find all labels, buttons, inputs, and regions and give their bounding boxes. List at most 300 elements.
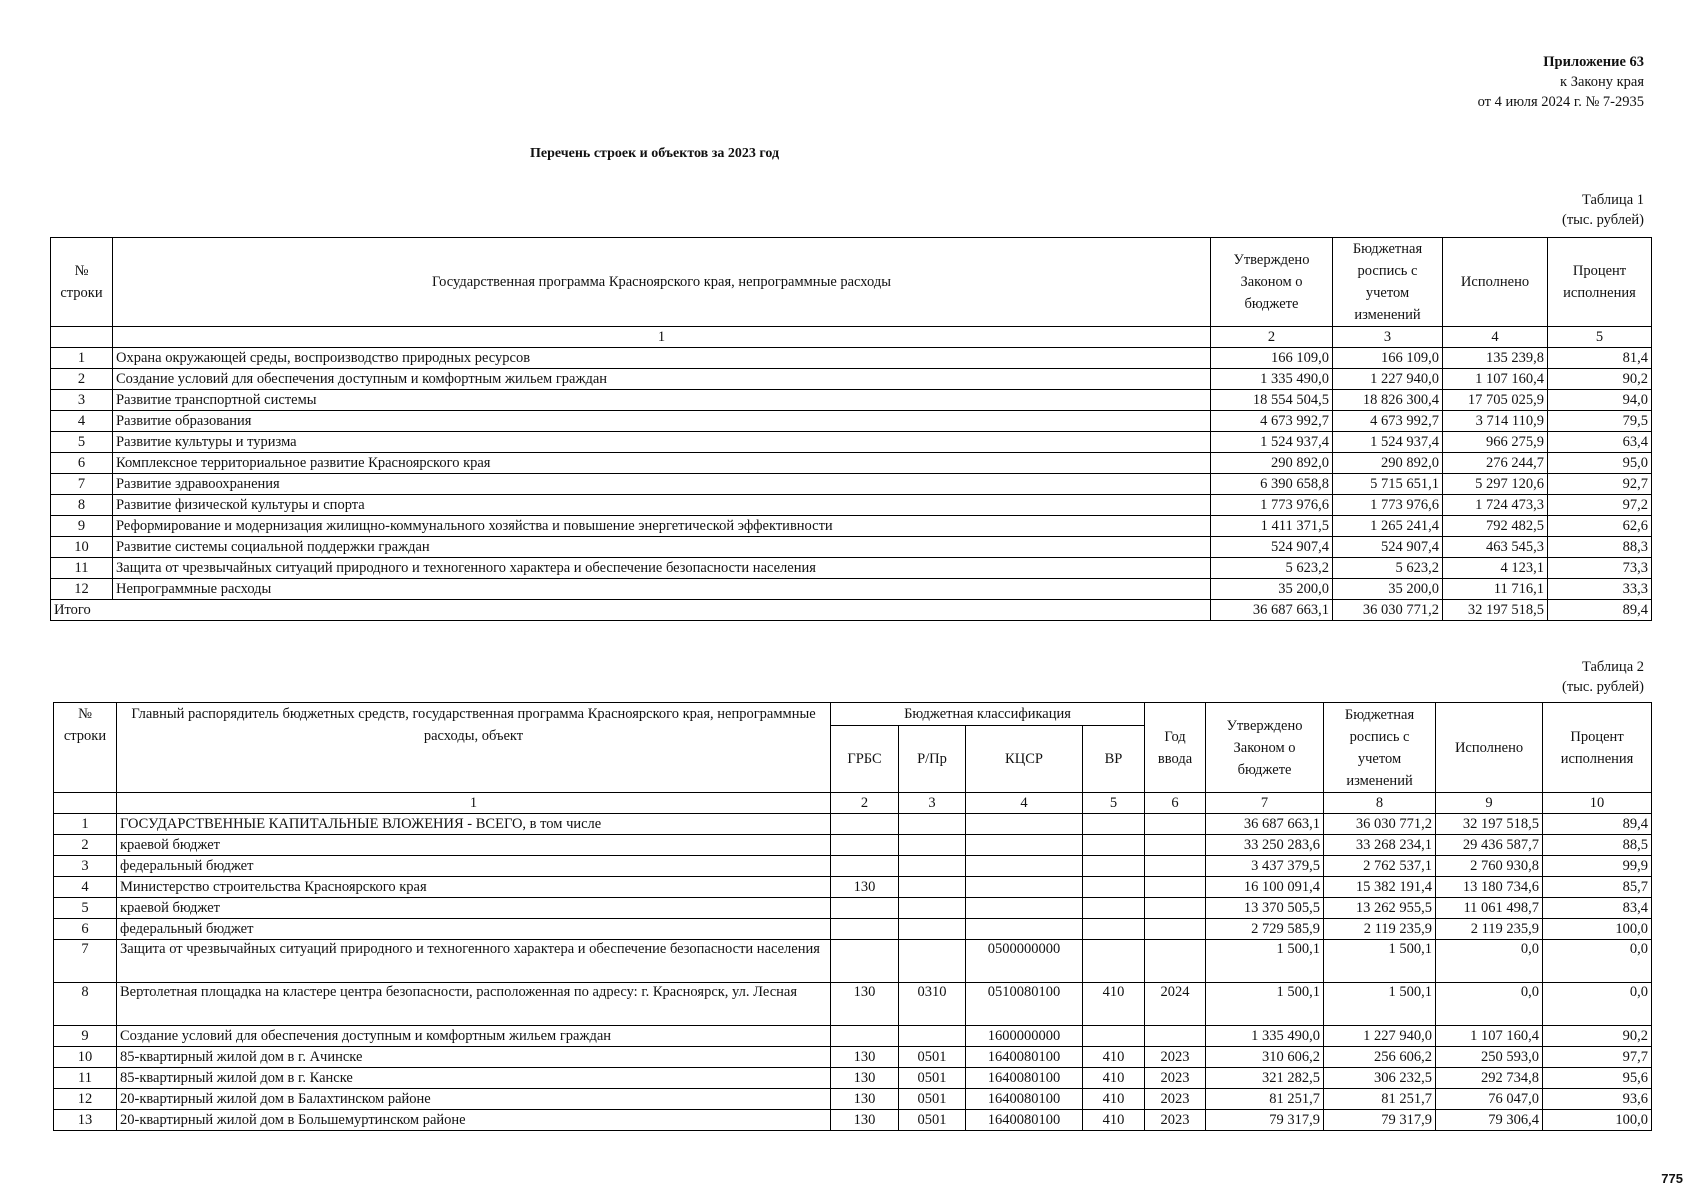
table1-row bbox=[51, 411, 1652, 432]
commission-year bbox=[1145, 1026, 1206, 1047]
row-number: 1 bbox=[51, 348, 113, 369]
executed-amount: 1 107 160,4 bbox=[1443, 369, 1548, 390]
object-name: 20-квартирный жилой дом в Большемуртинском районе bbox=[117, 1110, 831, 1131]
executed-amount: 0,0 bbox=[1436, 940, 1543, 983]
executed-amount: 966 275,9 bbox=[1443, 432, 1548, 453]
law-reference: к Закону края bbox=[1560, 74, 1644, 90]
approved-amount: 524 907,4 bbox=[1211, 537, 1333, 558]
budget-amount: 15 382 191,4 bbox=[1324, 877, 1436, 898]
object-name: 20-квартирный жилой дом в Балахтинском районе bbox=[117, 1089, 831, 1110]
kcsr-code: 1640080100 bbox=[966, 1110, 1083, 1131]
row-number: 11 bbox=[51, 558, 113, 579]
approved-amount: 1 773 976,6 bbox=[1211, 495, 1333, 516]
vr-code bbox=[1083, 814, 1145, 835]
executed-amount: 2 119 235,9 bbox=[1436, 919, 1543, 940]
table1-header-budget: Бюджетная роспись с учетом изменений bbox=[1333, 238, 1443, 327]
approved-amount: 6 390 658,8 bbox=[1211, 474, 1333, 495]
table1-header-name: Государственная программа Красноярского края, непрограммные расходы bbox=[113, 238, 1211, 327]
object-name: Вертолетная площадка на кластере центра безопасности, расположенная по адресу: г. Красноярск, ул. Лесная bbox=[117, 983, 831, 1026]
table1-row bbox=[51, 579, 1652, 600]
table2-body bbox=[54, 814, 1652, 1131]
grbs-code: 130 bbox=[831, 877, 899, 898]
row-number: 8 bbox=[51, 495, 113, 516]
grbs-code bbox=[831, 814, 899, 835]
object-name: краевой бюджет bbox=[117, 835, 831, 856]
row-number: 12 bbox=[51, 579, 113, 600]
budget-amount: 166 109,0 bbox=[1333, 348, 1443, 369]
row-number: 3 bbox=[54, 856, 117, 877]
table1-colnum: 2 bbox=[1211, 327, 1333, 348]
program-name: Реформирование и модернизация жилищно-коммунального хозяйства и повышение энергетической эффективности bbox=[113, 516, 1211, 537]
executed-amount: 17 705 025,9 bbox=[1443, 390, 1548, 411]
object-name: Защита от чрезвычайных ситуаций природного и техногенного характера и обеспечение безопасности населения bbox=[117, 940, 831, 983]
object-name: федеральный бюджет bbox=[117, 919, 831, 940]
table1-row bbox=[51, 537, 1652, 558]
approved-amount: 1 411 371,5 bbox=[1211, 516, 1333, 537]
row-number: 10 bbox=[51, 537, 113, 558]
execution-percent: 100,0 bbox=[1543, 919, 1652, 940]
table2-colnum-empty bbox=[54, 793, 117, 814]
table2-header-year: Год ввода bbox=[1145, 703, 1206, 793]
budget-amount: 33 268 234,1 bbox=[1324, 835, 1436, 856]
table2-header-executed: Исполнено bbox=[1436, 703, 1543, 793]
table1-colnum: 4 bbox=[1443, 327, 1548, 348]
approved-amount: 36 687 663,1 bbox=[1206, 814, 1324, 835]
rp-code bbox=[899, 940, 966, 983]
executed-amount: 11 716,1 bbox=[1443, 579, 1548, 600]
execution-percent: 73,3 bbox=[1548, 558, 1652, 579]
executed-amount: 79 306,4 bbox=[1436, 1110, 1543, 1131]
kcsr-code bbox=[966, 835, 1083, 856]
vr-code bbox=[1083, 835, 1145, 856]
rp-code bbox=[899, 919, 966, 940]
program-name: Развитие образования bbox=[113, 411, 1211, 432]
program-name: Охрана окружающей среды, воспроизводство природных ресурсов bbox=[113, 348, 1211, 369]
execution-percent: 88,5 bbox=[1543, 835, 1652, 856]
execution-percent: 94,0 bbox=[1548, 390, 1652, 411]
table2-colnum: 8 bbox=[1324, 793, 1436, 814]
commission-year: 2023 bbox=[1145, 1110, 1206, 1131]
rp-code bbox=[899, 856, 966, 877]
table2-colnum: 3 bbox=[899, 793, 966, 814]
table2-row bbox=[54, 898, 1652, 919]
kcsr-code bbox=[966, 877, 1083, 898]
vr-code bbox=[1083, 856, 1145, 877]
table2-header-rp: Р/Пр bbox=[899, 726, 966, 793]
approved-amount: 81 251,7 bbox=[1206, 1089, 1324, 1110]
table2-row bbox=[54, 814, 1652, 835]
executed-amount: 1 107 160,4 bbox=[1436, 1026, 1543, 1047]
approved-amount: 166 109,0 bbox=[1211, 348, 1333, 369]
table1-row bbox=[51, 348, 1652, 369]
program-name: Комплексное территориальное развитие Красноярского края bbox=[113, 453, 1211, 474]
grbs-code bbox=[831, 919, 899, 940]
execution-percent: 92,7 bbox=[1548, 474, 1652, 495]
execution-percent: 97,2 bbox=[1548, 495, 1652, 516]
object-name: краевой бюджет bbox=[117, 898, 831, 919]
program-name: Развитие физической культуры и спорта bbox=[113, 495, 1211, 516]
budget-amount: 290 892,0 bbox=[1333, 453, 1443, 474]
budget-amount: 1 524 937,4 bbox=[1333, 432, 1443, 453]
kcsr-code: 1600000000 bbox=[966, 1026, 1083, 1047]
approved-amount: 3 437 379,5 bbox=[1206, 856, 1324, 877]
kcsr-code bbox=[966, 919, 1083, 940]
table1-total-executed: 32 197 518,5 bbox=[1443, 600, 1548, 621]
execution-percent: 90,2 bbox=[1543, 1026, 1652, 1047]
approved-amount: 79 317,9 bbox=[1206, 1110, 1324, 1131]
executed-amount: 135 239,8 bbox=[1443, 348, 1548, 369]
row-number: 4 bbox=[51, 411, 113, 432]
execution-percent: 88,3 bbox=[1548, 537, 1652, 558]
rp-code: 0310 bbox=[899, 983, 966, 1026]
object-name: федеральный бюджет bbox=[117, 856, 831, 877]
execution-percent: 85,7 bbox=[1543, 877, 1652, 898]
execution-percent: 89,4 bbox=[1543, 814, 1652, 835]
rp-code bbox=[899, 1026, 966, 1047]
table1 bbox=[50, 237, 1652, 621]
rp-code bbox=[899, 877, 966, 898]
table2-row bbox=[54, 919, 1652, 940]
executed-amount: 292 734,8 bbox=[1436, 1068, 1543, 1089]
execution-percent: 95,0 bbox=[1548, 453, 1652, 474]
row-number: 13 bbox=[54, 1110, 117, 1131]
grbs-code: 130 bbox=[831, 1110, 899, 1131]
budget-amount: 18 826 300,4 bbox=[1333, 390, 1443, 411]
rp-code bbox=[899, 898, 966, 919]
table2-colnum: 9 bbox=[1436, 793, 1543, 814]
table2-units: (тыс. рублей) bbox=[1562, 679, 1644, 695]
vr-code: 410 bbox=[1083, 983, 1145, 1026]
table2-header-num: № строки bbox=[54, 703, 117, 793]
executed-amount: 276 244,7 bbox=[1443, 453, 1548, 474]
table1-row bbox=[51, 390, 1652, 411]
kcsr-code: 0500000000 bbox=[966, 940, 1083, 983]
table2-colnum: 10 bbox=[1543, 793, 1652, 814]
program-name: Развитие культуры и туризма bbox=[113, 432, 1211, 453]
table1-colnum: 5 bbox=[1548, 327, 1652, 348]
table2-row bbox=[54, 1026, 1652, 1047]
table2-row bbox=[54, 856, 1652, 877]
execution-percent: 81,4 bbox=[1548, 348, 1652, 369]
row-number: 5 bbox=[51, 432, 113, 453]
execution-percent: 90,2 bbox=[1548, 369, 1652, 390]
grbs-code: 130 bbox=[831, 983, 899, 1026]
object-name: 85-квартирный жилой дом в г. Ачинске bbox=[117, 1047, 831, 1068]
table1-header-executed: Исполнено bbox=[1443, 238, 1548, 327]
row-number: 4 bbox=[54, 877, 117, 898]
executed-amount: 250 593,0 bbox=[1436, 1047, 1543, 1068]
approved-amount: 1 524 937,4 bbox=[1211, 432, 1333, 453]
vr-code bbox=[1083, 940, 1145, 983]
executed-amount: 463 545,3 bbox=[1443, 537, 1548, 558]
commission-year bbox=[1145, 835, 1206, 856]
execution-percent: 93,6 bbox=[1543, 1089, 1652, 1110]
commission-year: 2023 bbox=[1145, 1089, 1206, 1110]
table2-header-row-1 bbox=[54, 703, 1652, 726]
budget-amount: 1 500,1 bbox=[1324, 940, 1436, 983]
program-name: Непрограммные расходы bbox=[113, 579, 1211, 600]
budget-amount: 524 907,4 bbox=[1333, 537, 1443, 558]
table2-colnum: 2 bbox=[831, 793, 899, 814]
table1-colnum: 3 bbox=[1333, 327, 1443, 348]
row-number: 9 bbox=[51, 516, 113, 537]
approved-amount: 18 554 504,5 bbox=[1211, 390, 1333, 411]
row-number: 12 bbox=[54, 1089, 117, 1110]
table1-row bbox=[51, 558, 1652, 579]
executed-amount: 3 714 110,9 bbox=[1443, 411, 1548, 432]
executed-amount: 76 047,0 bbox=[1436, 1089, 1543, 1110]
vr-code: 410 bbox=[1083, 1068, 1145, 1089]
table2-row bbox=[54, 835, 1652, 856]
approved-amount: 13 370 505,5 bbox=[1206, 898, 1324, 919]
table1-total-row bbox=[51, 600, 1652, 621]
budget-amount: 2 762 537,1 bbox=[1324, 856, 1436, 877]
object-name: 85-квартирный жилой дом в г. Канске bbox=[117, 1068, 831, 1089]
table2-colnum: 6 bbox=[1145, 793, 1206, 814]
budget-amount: 35 200,0 bbox=[1333, 579, 1443, 600]
table2-header-vr: ВР bbox=[1083, 726, 1145, 793]
table1-total-approved: 36 687 663,1 bbox=[1211, 600, 1333, 621]
table2-column-numbers bbox=[54, 793, 1652, 814]
table1-total-label: Итого bbox=[51, 600, 1211, 621]
kcsr-code: 0510080100 bbox=[966, 983, 1083, 1026]
table2 bbox=[53, 702, 1652, 1131]
table1-row bbox=[51, 495, 1652, 516]
budget-amount: 5 715 651,1 bbox=[1333, 474, 1443, 495]
approved-amount: 1 500,1 bbox=[1206, 983, 1324, 1026]
table2-row bbox=[54, 1047, 1652, 1068]
budget-amount: 4 673 992,7 bbox=[1333, 411, 1443, 432]
row-number: 5 bbox=[54, 898, 117, 919]
execution-percent: 63,4 bbox=[1548, 432, 1652, 453]
approved-amount: 16 100 091,4 bbox=[1206, 877, 1324, 898]
commission-year: 2024 bbox=[1145, 983, 1206, 1026]
commission-year bbox=[1145, 814, 1206, 835]
vr-code bbox=[1083, 898, 1145, 919]
row-number: 11 bbox=[54, 1068, 117, 1089]
execution-percent: 97,7 bbox=[1543, 1047, 1652, 1068]
executed-amount: 0,0 bbox=[1436, 983, 1543, 1026]
grbs-code bbox=[831, 940, 899, 983]
table2-caption-label: Таблица 2 bbox=[1581, 659, 1644, 675]
budget-amount: 1 265 241,4 bbox=[1333, 516, 1443, 537]
approved-amount: 1 335 490,0 bbox=[1206, 1026, 1324, 1047]
table1-caption bbox=[1562, 190, 1644, 230]
row-number: 1 bbox=[54, 814, 117, 835]
row-number: 7 bbox=[51, 474, 113, 495]
rp-code: 0501 bbox=[899, 1110, 966, 1131]
table1-header-num: № строки bbox=[51, 238, 113, 327]
program-name: Развитие транспортной системы bbox=[113, 390, 1211, 411]
kcsr-code: 1640080100 bbox=[966, 1047, 1083, 1068]
table2-colnum: 1 bbox=[117, 793, 831, 814]
grbs-code bbox=[831, 1026, 899, 1047]
executed-amount: 4 123,1 bbox=[1443, 558, 1548, 579]
table2-header-grbs: ГРБС bbox=[831, 726, 899, 793]
vr-code bbox=[1083, 919, 1145, 940]
table2-row bbox=[54, 1089, 1652, 1110]
budget-amount: 79 317,9 bbox=[1324, 1110, 1436, 1131]
table2-colnum: 5 bbox=[1083, 793, 1145, 814]
execution-percent: 62,6 bbox=[1548, 516, 1652, 537]
program-name: Создание условий для обеспечения доступным и комфортным жильем граждан bbox=[113, 369, 1211, 390]
vr-code bbox=[1083, 1026, 1145, 1047]
table2-header-percent: Процент исполнения bbox=[1543, 703, 1652, 793]
commission-year bbox=[1145, 940, 1206, 983]
executed-amount: 13 180 734,6 bbox=[1436, 877, 1543, 898]
program-name: Развитие системы социальной поддержки граждан bbox=[113, 537, 1211, 558]
table1-body bbox=[51, 348, 1652, 600]
grbs-code: 130 bbox=[831, 1089, 899, 1110]
row-number: 2 bbox=[51, 369, 113, 390]
object-name: Министерство строительства Красноярского края bbox=[117, 877, 831, 898]
budget-amount: 306 232,5 bbox=[1324, 1068, 1436, 1089]
executed-amount: 1 724 473,3 bbox=[1443, 495, 1548, 516]
budget-amount: 256 606,2 bbox=[1324, 1047, 1436, 1068]
table1-row bbox=[51, 432, 1652, 453]
table1-colnum: 1 bbox=[113, 327, 1211, 348]
approved-amount: 310 606,2 bbox=[1206, 1047, 1324, 1068]
approved-amount: 5 623,2 bbox=[1211, 558, 1333, 579]
table1-header-approved: Утверждено Законом о бюджете bbox=[1211, 238, 1333, 327]
commission-year bbox=[1145, 877, 1206, 898]
approved-amount: 35 200,0 bbox=[1211, 579, 1333, 600]
table2-colnum: 4 bbox=[966, 793, 1083, 814]
law-date: от 4 июля 2024 г. № 7-2935 bbox=[1477, 94, 1644, 110]
approved-amount: 1 335 490,0 bbox=[1211, 369, 1333, 390]
table2-header-kcsr: КЦСР bbox=[966, 726, 1083, 793]
vr-code: 410 bbox=[1083, 1047, 1145, 1068]
document-title: Перечень строек и объектов за 2023 год bbox=[530, 146, 780, 161]
executed-amount: 5 297 120,6 bbox=[1443, 474, 1548, 495]
table2-row bbox=[54, 877, 1652, 898]
grbs-code: 130 bbox=[831, 1047, 899, 1068]
table2-header-approved: Утверждено Законом о бюджете bbox=[1206, 703, 1324, 793]
grbs-code bbox=[831, 856, 899, 877]
table1-row bbox=[51, 369, 1652, 390]
approved-amount: 290 892,0 bbox=[1211, 453, 1333, 474]
execution-percent: 33,3 bbox=[1548, 579, 1652, 600]
grbs-code bbox=[831, 835, 899, 856]
kcsr-code bbox=[966, 898, 1083, 919]
row-number: 6 bbox=[54, 919, 117, 940]
executed-amount: 11 061 498,7 bbox=[1436, 898, 1543, 919]
budget-amount: 1 227 940,0 bbox=[1324, 1026, 1436, 1047]
table2-row bbox=[54, 983, 1652, 1026]
row-number: 6 bbox=[51, 453, 113, 474]
row-number: 8 bbox=[54, 983, 117, 1026]
table1-total-budget: 36 030 771,2 bbox=[1333, 600, 1443, 621]
executed-amount: 32 197 518,5 bbox=[1436, 814, 1543, 835]
document-header bbox=[1478, 52, 1644, 112]
table2-header-classification: Бюджетная классификация bbox=[831, 703, 1145, 726]
kcsr-code bbox=[966, 856, 1083, 877]
table1-row bbox=[51, 453, 1652, 474]
table1-total-percent: 89,4 bbox=[1548, 600, 1652, 621]
table2-row bbox=[54, 1110, 1652, 1131]
program-name: Развитие здравоохранения bbox=[113, 474, 1211, 495]
appendix-number: Приложение 63 bbox=[1543, 54, 1644, 70]
commission-year: 2023 bbox=[1145, 1068, 1206, 1089]
table1-colnum-empty bbox=[51, 327, 113, 348]
table1-header-percent: Процент исполнения bbox=[1548, 238, 1652, 327]
execution-percent: 79,5 bbox=[1548, 411, 1652, 432]
program-name: Защита от чрезвычайных ситуаций природного и техногенного характера и обеспечение безопасности населения bbox=[113, 558, 1211, 579]
table2-header-name: Главный распорядитель бюджетных средств, государственная программа Красноярского края, непрограммные расходы, объект bbox=[117, 703, 831, 793]
object-name: ГОСУДАРСТВЕННЫЕ КАПИТАЛЬНЫЕ ВЛОЖЕНИЯ - ВСЕГО, в том числе bbox=[117, 814, 831, 835]
execution-percent: 99,9 bbox=[1543, 856, 1652, 877]
commission-year bbox=[1145, 856, 1206, 877]
object-name: Создание условий для обеспечения доступным и комфортным жильем граждан bbox=[117, 1026, 831, 1047]
budget-amount: 2 119 235,9 bbox=[1324, 919, 1436, 940]
row-number: 2 bbox=[54, 835, 117, 856]
table1-units: (тыс. рублей) bbox=[1562, 212, 1644, 228]
row-number: 3 bbox=[51, 390, 113, 411]
executed-amount: 2 760 930,8 bbox=[1436, 856, 1543, 877]
table2-colnum: 7 bbox=[1206, 793, 1324, 814]
rp-code bbox=[899, 835, 966, 856]
kcsr-code: 1640080100 bbox=[966, 1068, 1083, 1089]
executed-amount: 792 482,5 bbox=[1443, 516, 1548, 537]
executed-amount: 29 436 587,7 bbox=[1436, 835, 1543, 856]
grbs-code: 130 bbox=[831, 1068, 899, 1089]
table1-row bbox=[51, 474, 1652, 495]
budget-amount: 1 500,1 bbox=[1324, 983, 1436, 1026]
table1-header-row bbox=[51, 238, 1652, 327]
row-number: 7 bbox=[54, 940, 117, 983]
budget-amount: 5 623,2 bbox=[1333, 558, 1443, 579]
vr-code: 410 bbox=[1083, 1110, 1145, 1131]
table1-column-numbers bbox=[51, 327, 1652, 348]
execution-percent: 95,6 bbox=[1543, 1068, 1652, 1089]
commission-year bbox=[1145, 919, 1206, 940]
approved-amount: 321 282,5 bbox=[1206, 1068, 1324, 1089]
approved-amount: 1 500,1 bbox=[1206, 940, 1324, 983]
vr-code bbox=[1083, 877, 1145, 898]
budget-amount: 1 773 976,6 bbox=[1333, 495, 1443, 516]
table2-row bbox=[54, 1068, 1652, 1089]
kcsr-code: 1640080100 bbox=[966, 1089, 1083, 1110]
budget-amount: 36 030 771,2 bbox=[1324, 814, 1436, 835]
budget-amount: 81 251,7 bbox=[1324, 1089, 1436, 1110]
execution-percent: 0,0 bbox=[1543, 983, 1652, 1026]
kcsr-code bbox=[966, 814, 1083, 835]
table2-caption bbox=[1562, 657, 1644, 697]
rp-code: 0501 bbox=[899, 1047, 966, 1068]
rp-code bbox=[899, 814, 966, 835]
budget-amount: 1 227 940,0 bbox=[1333, 369, 1443, 390]
execution-percent: 100,0 bbox=[1543, 1110, 1652, 1131]
commission-year bbox=[1145, 898, 1206, 919]
approved-amount: 33 250 283,6 bbox=[1206, 835, 1324, 856]
approved-amount: 4 673 992,7 bbox=[1211, 411, 1333, 432]
row-number: 10 bbox=[54, 1047, 117, 1068]
grbs-code bbox=[831, 898, 899, 919]
rp-code: 0501 bbox=[899, 1068, 966, 1089]
execution-percent: 0,0 bbox=[1543, 940, 1652, 983]
execution-percent: 83,4 bbox=[1543, 898, 1652, 919]
table2-header-budget: Бюджетная роспись с учетом изменений bbox=[1324, 703, 1436, 793]
table1-caption-label: Таблица 1 bbox=[1581, 192, 1644, 208]
rp-code: 0501 bbox=[899, 1089, 966, 1110]
budget-amount: 13 262 955,5 bbox=[1324, 898, 1436, 919]
commission-year: 2023 bbox=[1145, 1047, 1206, 1068]
row-number: 9 bbox=[54, 1026, 117, 1047]
table1-row bbox=[51, 516, 1652, 537]
vr-code: 410 bbox=[1083, 1089, 1145, 1110]
approved-amount: 2 729 585,9 bbox=[1206, 919, 1324, 940]
table2-row bbox=[54, 940, 1652, 983]
